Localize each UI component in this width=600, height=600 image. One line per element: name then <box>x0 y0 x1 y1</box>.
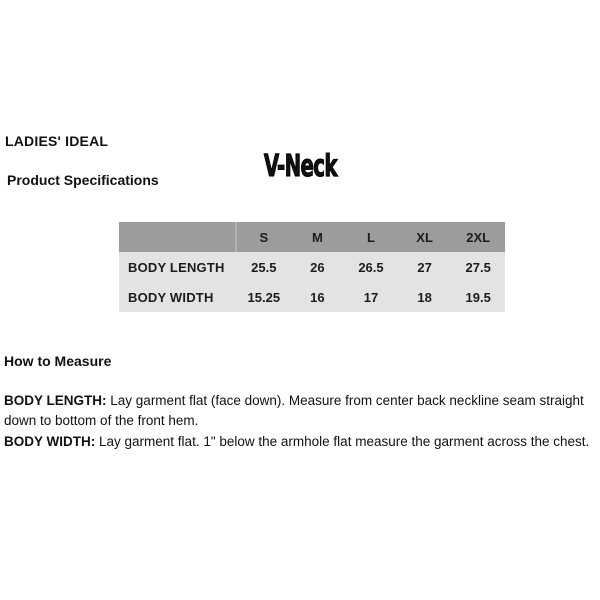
body-length-value-m: 26 <box>291 252 345 282</box>
body-width-value-s: 15.25 <box>237 282 291 312</box>
body-length-value-2xl: 27.5 <box>451 252 505 282</box>
size-column-header-l: L <box>344 222 398 252</box>
spec-row-label-body-length: BODY LENGTH <box>119 252 237 282</box>
body-length-instruction-line2: down to bottom of the front hem. <box>4 413 199 428</box>
body-width-value-2xl: 19.5 <box>451 282 505 312</box>
size-chart-corner-cell <box>119 222 237 252</box>
measurement-instructions <box>4 391 600 452</box>
body-length-instruction-label: BODY LENGTH: <box>4 393 107 408</box>
body-width-instructions <box>4 432 600 452</box>
body-width-value-xl: 18 <box>398 282 452 312</box>
size-column-header-xl: XL <box>398 222 452 252</box>
size-column-header-s: S <box>237 222 291 252</box>
spec-row-label-body-width: BODY WIDTH <box>119 282 237 312</box>
size-chart-table <box>119 222 505 312</box>
section-title: Product Specifications <box>7 172 159 188</box>
body-length-value-s: 25.5 <box>237 252 291 282</box>
body-length-instruction-line1: Lay garment flat (face down). Measure from center back neckline seam straight <box>110 393 584 408</box>
product-name: V-Neck <box>263 149 337 184</box>
body-length-value-l: 26.5 <box>344 252 398 282</box>
body-width-instruction-line1: Lay garment flat. 1" below the armhole flat measure the garment across the chest. <box>99 434 590 449</box>
brand-title: LADIES' IDEAL <box>5 133 109 149</box>
body-width-instruction-label: BODY WIDTH: <box>4 434 96 449</box>
body-width-value-l: 17 <box>344 282 398 312</box>
size-column-header-2xl: 2XL <box>451 222 505 252</box>
body-length-value-xl: 27 <box>398 252 452 282</box>
size-column-header-m: M <box>291 222 345 252</box>
how-to-measure-heading: How to Measure <box>4 353 112 369</box>
body-width-value-m: 16 <box>291 282 345 312</box>
body-length-instructions <box>4 391 600 431</box>
